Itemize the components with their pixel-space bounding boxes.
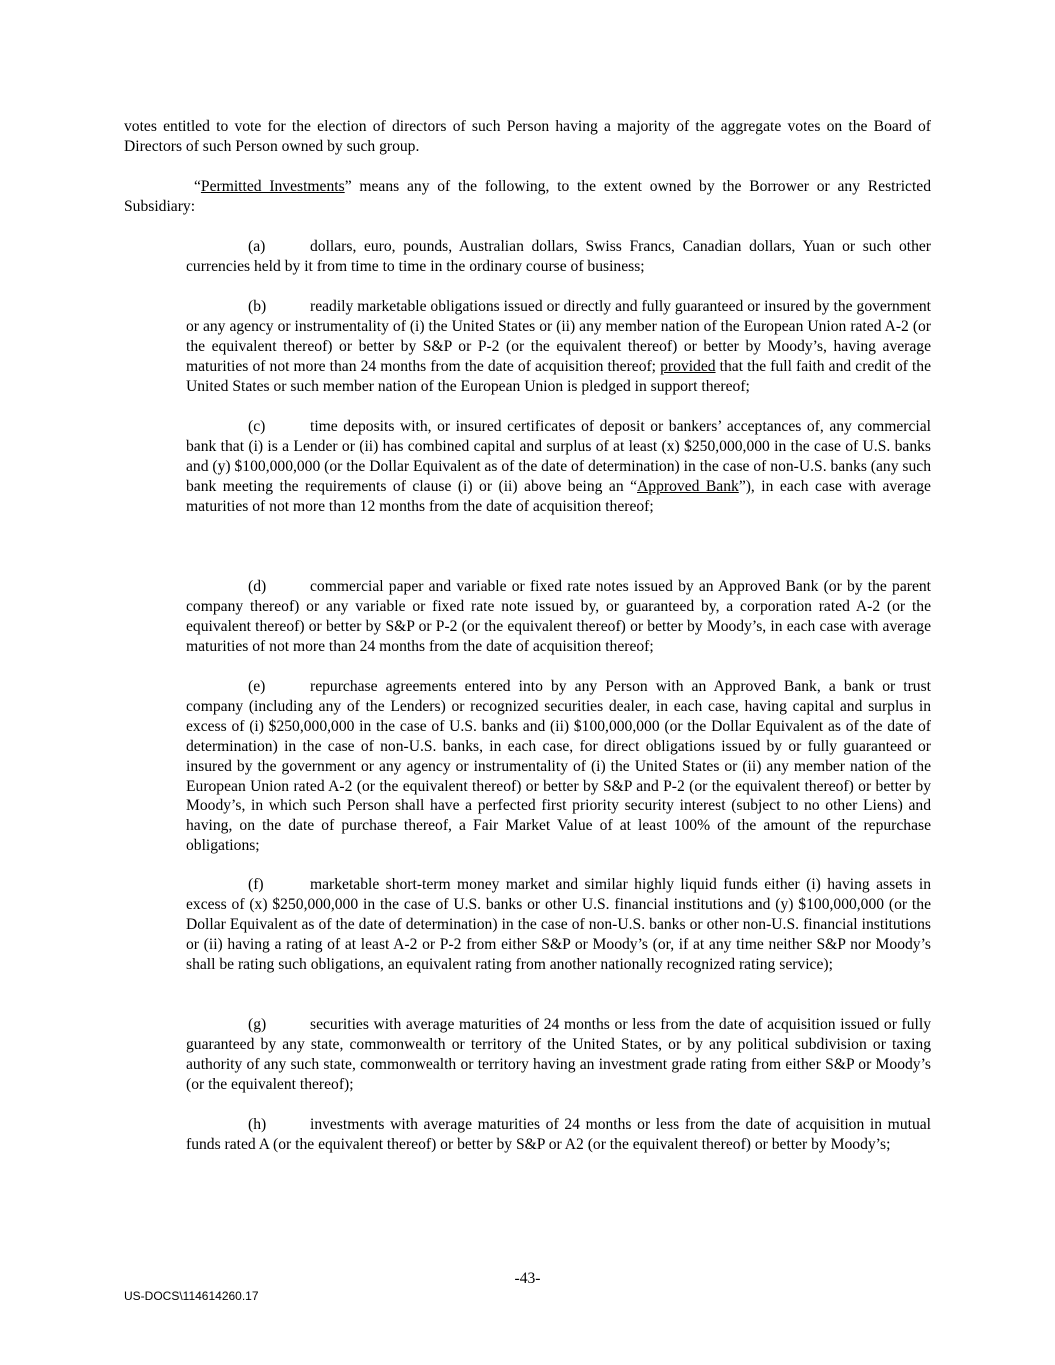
clause-label: (c) bbox=[248, 418, 266, 435]
page-number: -43- bbox=[514, 1270, 541, 1287]
clause-d: (d) commercial paper and variable or fixed rate notes issued by an Approved Bank (or by the parent company thereof) or any variable or fixed rate note issued by, or guaranteed by, a corporation rated A-2 (or the equivalent thereof) or better by S&P or P-2 (or the equivalent thereof) or better by Moody’s, in each case with average maturities of not more than 24 months from the date of acquisition thereof; bbox=[186, 578, 931, 655]
defined-term: Permitted Investments bbox=[200, 178, 345, 195]
clause-g: (g) securities with average maturities of 24 months or less from the date of acquisition issued or fully guaranteed by any state, commonwealth or territory of the United States, or by any political subdivision or taxing authority of any such state, commonwealth or territory having an investment grade rating from either S&P or Moody’s (or the equivalent thereof); bbox=[186, 1016, 931, 1093]
clause-label: (d) bbox=[248, 578, 267, 595]
clause-e: (e) repurchase agreements entered into by any Person with an Approved Bank, a bank or trust company (including any of the Lenders) or recognized securities dealer, in each case, having capital and surplus in excess of (i) $250,000,000 in the case of U.S. banks and (ii) $100,000,000 (or the Dollar Equivalent as of the date of determination) in the case of non-U.S. banks, in each case, for direct obligations issued by or fully guaranteed or insured by the government or any agency or instrumentality of (i) the United States or (ii) any member nation of the European Union rated A-2 (or the equivalent thereof) or better by S&P and P-2 (or the equivalent thereof) or better by Moody’s, in which such Person shall have a perfected first priority security interest (subject to no other Liens) and having, on the date of purchase thereof, a Fair Market Value of at least 100% of the amount of the repurchase obligations; bbox=[186, 678, 931, 855]
clause-label: (a) bbox=[248, 238, 266, 255]
intro-paragraph: votes entitled to vote for the election of directors of such Person having a majority of the aggregate votes on the Board of Directors of such Person owned by such group. bbox=[124, 118, 931, 155]
clause-f: (f) marketable short-term money market and similar highly liquid funds either (i) having assets in excess of (x) $250,000,000 in the case of U.S. banks or other U.S. financial institutions and (y) $100,000,000 (or the Dollar Equivalent as of the date of determination) in the case of non-U.S. banks or other non-U.S. financial institutions or (ii) having a rating of at least A-2 or P-2 from either S&P or Moody’s (or, if at any time neither S&P nor Moody’s shall be rating such obligations, an equivalent rating from another nationally recognized rating service); bbox=[186, 876, 931, 973]
clause-label: (b) bbox=[248, 298, 267, 315]
clause-label: (f) bbox=[248, 876, 264, 893]
document-id: US-DOCS\114614260.17 bbox=[124, 1289, 259, 1303]
clause-label: (e) bbox=[248, 678, 266, 695]
clause-b: (b) readily marketable obligations issued or directly and fully guaranteed or insured by the government or any agency or instrumentality of (i) the United States or (ii) any member nation of the European Union rated A-2 (or the equivalent thereof) or better by S&P or P-2 (or the equivalent thereof) or better by Moody’s, having average maturities of not more than 24 months from the date of acquisition thereof; provided that the full faith and credit of the United States or such member nation of the European Union is pledged in support thereof; bbox=[186, 298, 931, 395]
underlined-term: Approved Bank bbox=[637, 477, 739, 495]
clause-c: (c) time deposits with, or insured certificates of deposit or bankers’ acceptances of, any commercial bank that (i) is a Lender or (ii) has combined capital and surplus of at least (x) $250,000,000 in the case of U.S. banks and (y) $100,000,000 (or the Dollar Equivalent as of the date of determination) in the case of non-U.S. banks (any such bank meeting the requirements of clause (i) or (ii) above being an “Approved Bank”), in each case with average maturities of not more than 12 months from the date of acquisition thereof; bbox=[186, 418, 931, 515]
clause-h: (h) investments with average maturities of 24 months or less from the date of acquisition in mutual funds rated A (or the equivalent thereof) or better by S&P or A2 (or the equivalent thereof) or better by Moody’s; bbox=[186, 1116, 931, 1153]
clause-label: (g) bbox=[248, 1016, 267, 1033]
underlined-term: provided bbox=[660, 357, 716, 375]
definition-paragraph: “Permitted Investments” means any of the following, to the extent owned by the Borrower or any Restricted Subsidiary: bbox=[124, 178, 932, 215]
clause-label: (h) bbox=[248, 1116, 267, 1133]
clause-a: (a) dollars, euro, pounds, Australian dollars, Swiss Francs, Canadian dollars, Yuan or such other currencies held by it from time to time in the ordinary course of business; bbox=[186, 238, 931, 275]
